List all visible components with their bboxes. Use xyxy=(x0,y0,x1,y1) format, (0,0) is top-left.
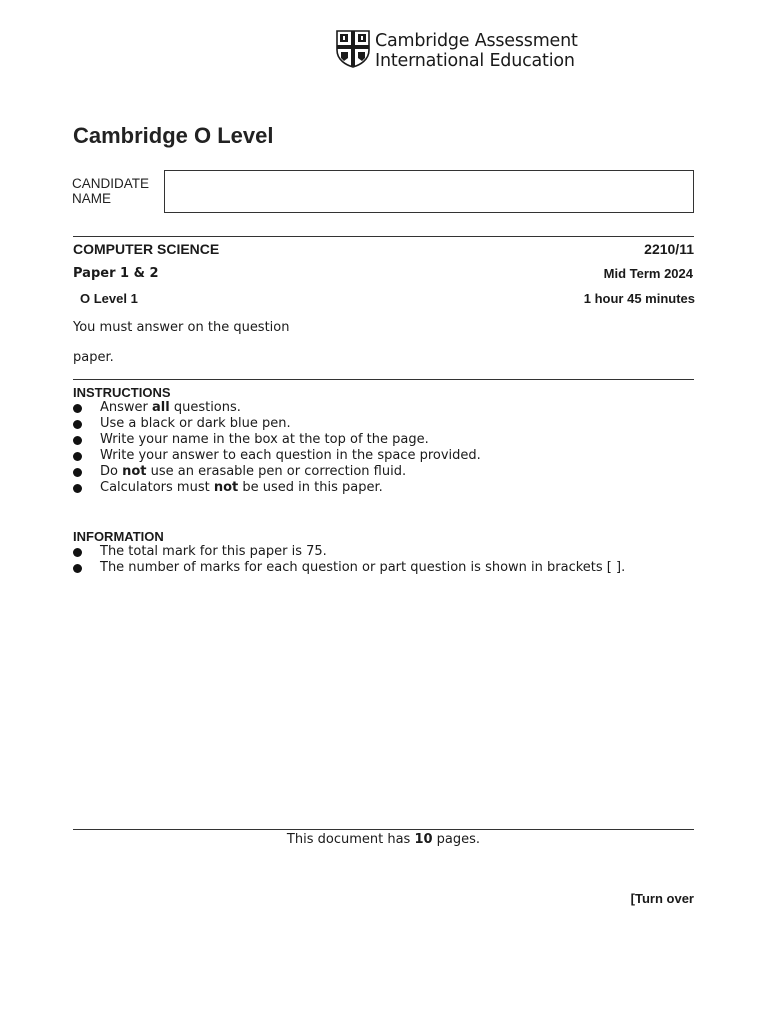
list-item: Use a black or dark blue pen. xyxy=(73,416,481,432)
page-count-note: This document has 10 pages. xyxy=(286,832,481,847)
bullet-icon xyxy=(73,484,82,493)
bullet-icon xyxy=(73,420,82,429)
page-title: Cambridge O Level xyxy=(73,123,274,148)
exam-level: O Level 1 xyxy=(80,291,138,306)
list-item: Answer all questions. xyxy=(73,400,481,416)
information-heading: INFORMATION xyxy=(73,529,164,544)
page-count: 10 xyxy=(414,832,433,847)
bullet-icon xyxy=(73,564,82,573)
list-item: Calculators must not be used in this paper. xyxy=(73,480,481,496)
list-item: The total mark for this paper is 75. xyxy=(73,544,625,560)
divider-instructions xyxy=(73,379,694,380)
subject-name: COMPUTER SCIENCE xyxy=(73,241,220,257)
exam-term: Mid Term 2024 xyxy=(603,266,693,281)
bullet-icon xyxy=(73,452,82,461)
candidate-name-box[interactable] xyxy=(164,170,694,213)
list-item: Write your name in the box at the top of the page. xyxy=(73,432,481,448)
bullet-icon xyxy=(73,468,82,477)
candidate-label-line-2: NAME xyxy=(72,191,112,206)
divider-top xyxy=(73,236,694,237)
candidate-label-line-1: CANDIDATE xyxy=(72,176,150,191)
information-list xyxy=(73,544,625,576)
list-item: Write your answer to each question in the space provided. xyxy=(73,448,481,464)
subject-code: 2210/11 xyxy=(644,241,694,257)
bullet-icon xyxy=(73,404,82,413)
exam-duration: 1 hour 45 minutes xyxy=(583,291,695,306)
logo-text-line-2: International Education xyxy=(375,51,575,71)
logo-text-line-1: Cambridge Assessment xyxy=(375,31,578,51)
turn-over-note: [Turn over xyxy=(630,891,694,906)
bullet-icon xyxy=(73,548,82,557)
instructions-list xyxy=(73,400,481,496)
divider-bottom xyxy=(73,829,694,830)
bullet-icon xyxy=(73,436,82,445)
answer-note-line-2: paper. xyxy=(73,350,114,365)
paper-number: Paper 1 & 2 xyxy=(73,266,159,281)
candidate-name-label xyxy=(72,176,149,206)
list-item: Do not use an erasable pen or correction fluid. xyxy=(73,464,481,480)
crest-shield-icon xyxy=(336,30,370,68)
answer-note-line-1: You must answer on the question xyxy=(73,320,290,335)
instructions-heading: INSTRUCTIONS xyxy=(73,385,171,400)
list-item: The number of marks for each question or part question is shown in brackets [ ]. xyxy=(73,560,625,576)
